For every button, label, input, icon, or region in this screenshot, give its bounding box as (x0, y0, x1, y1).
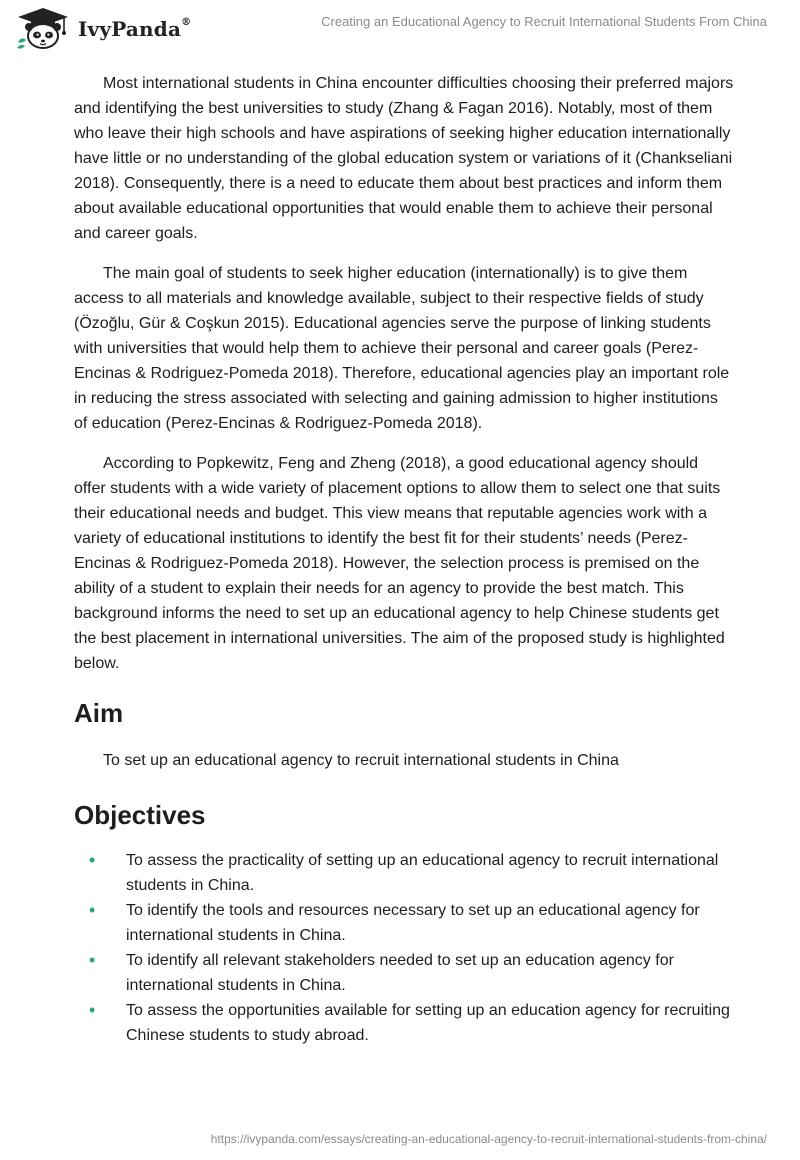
aim-heading: Aim (74, 698, 124, 728)
source-url[interactable]: https://ivypanda.com/essays/creating-an-educational-agency-to-recruit-international-students-from-china/ (210, 1132, 767, 1146)
objectives-heading: Objectives (74, 800, 206, 830)
body-paragraph: Most international students in China encounter difficulties choosing their preferred majors and identifying the best universities to study (Zhang & Fagan 2016). Notably, most of them who leave their high schools and have aspirations of seeking higher education internationally have little or no understanding of the global education system or variations of it (Chankseliani 2018). Consequently, there is a need to educate them about best practices and inform them about available educational opportunities that would enable them to achieve their personal and career goals. (74, 75, 734, 242)
bullet-icon: • (89, 950, 96, 970)
running-title: Creating an Educational Agency to Recruit International Students From China (321, 14, 767, 29)
essay-content (74, 71, 734, 1048)
body-paragraph: According to Popkewitz, Feng and Zheng (2018), a good educational agency should offer students with a wide variety of placement options to allow them to select one that suits their educational needs and budget. This view means that reputable agencies work with a variety of educational institutions to identify the best fit for their students’ needs (Perez-Encinas & Rodriguez-Pomeda 2018). However, the selection process is premised on the ability of a student to explain their needs for an agency to provide the best match. This background informs the need to set up an educational agency to help Chinese students get the best placement in international universities. The aim of the proposed study is highlighted below. (74, 455, 725, 672)
list-item (74, 948, 734, 998)
page-header (0, 0, 800, 60)
bullet-icon: • (89, 850, 96, 870)
list-item (74, 998, 734, 1048)
body-paragraph: The main goal of students to seek higher education (internationally) is to give them access to all materials and knowledge available, subject to their respective fields of study (Özoğlu, Gür & Coşkun 2015). Educational agencies serve the purpose of linking students with universities that would help them to achieve their personal and career goals (Perez-Encinas & Rodriguez-Pomeda 2018). Therefore, educational agencies play an important role in reducing the stress associated with selecting and gaining admission to higher institutions of education (Perez-Encinas & Rodriguez-Pomeda 2018). (74, 265, 730, 432)
aim-text: To set up an educational agency to recruit international students in China (103, 752, 619, 769)
brand-logo[interactable] (14, 6, 191, 50)
objectives-list (74, 848, 734, 1048)
objective-text: To identify the tools and resources necessary to set up an educational agency for international students in China. (126, 902, 700, 944)
objective-text: To assess the practicality of setting up an educational agency to recruit international students in China. (126, 852, 719, 894)
list-item (74, 848, 734, 898)
objective-text: To assess the opportunities available for setting up an education agency for recruiting Chinese students to study abroad. (126, 1002, 730, 1044)
brand-name: IvyPanda® (78, 17, 192, 41)
panda-graduate-icon (14, 6, 72, 50)
bullet-icon: • (89, 1000, 96, 1020)
bullet-icon: • (89, 900, 96, 920)
list-item (74, 898, 734, 948)
objective-text: To identify all relevant stakeholders needed to set up an education agency for international students in China. (126, 952, 674, 994)
